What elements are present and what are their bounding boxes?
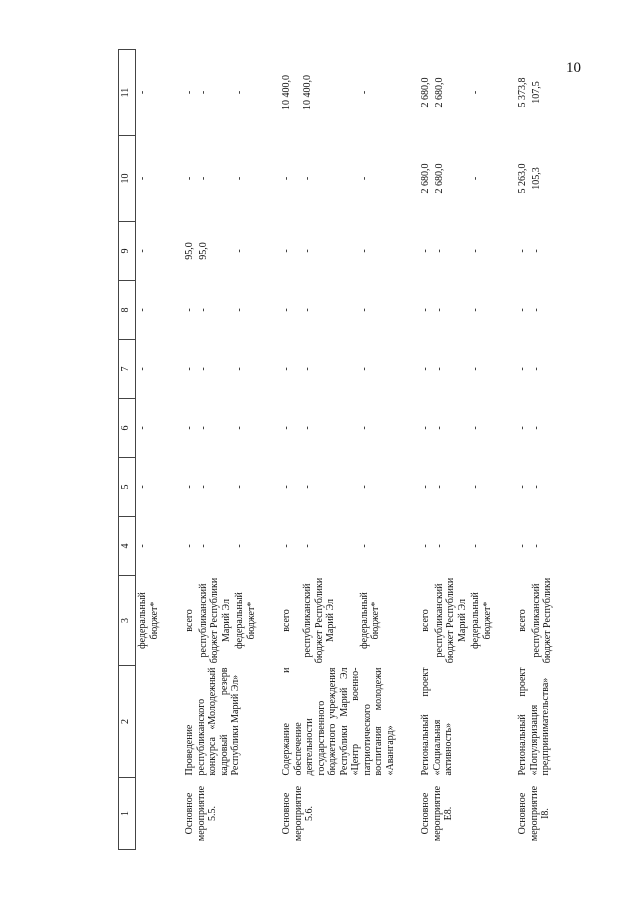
amount-cell: - (517, 544, 528, 548)
amount-cell: - (420, 485, 431, 489)
funding-source: федеральный бюджет* (358, 592, 382, 649)
amount-cell: - (517, 367, 528, 371)
activity-code: Основное мероприятие I8. (517, 785, 551, 842)
amount-cell: - (184, 426, 195, 430)
funding-source: республиканский бюджет Республики Марий Эл (302, 577, 337, 664)
amount-cell: - (197, 90, 209, 95)
amount-cell: - (470, 485, 481, 489)
amount-cell: 10 400,0 (281, 75, 292, 110)
column-number: 4 (119, 517, 136, 576)
funding-source: федеральный бюджет* (137, 592, 160, 649)
activity-description: Региональный проект «Социальная активность» (420, 667, 454, 776)
table-body (136, 50, 577, 850)
amount-cell: 2 680,0 (433, 77, 445, 108)
funding-source: республиканский бюджет Республики (530, 577, 553, 664)
amount-cell: 2 680,0 (420, 77, 431, 108)
table-row (280, 50, 301, 850)
amount-cell: - (281, 426, 292, 430)
amount-cell: - (184, 308, 195, 312)
amount-cell: - (470, 544, 481, 548)
column-number: 8 (119, 281, 136, 340)
amount-cell: - (530, 485, 542, 489)
table-row (419, 50, 433, 850)
amount-cell: - (137, 308, 148, 312)
amount-cell: - (197, 485, 209, 489)
column-number: 11 (119, 50, 136, 136)
amount-cell: - (433, 426, 445, 430)
table-row (183, 50, 197, 850)
column-number: 9 (119, 222, 136, 281)
amount-cell: - (281, 367, 292, 371)
amount-cell: - (517, 426, 528, 430)
amount-cell: 2 680,0 (420, 163, 431, 194)
amount-cell: - (420, 544, 431, 548)
spacer-cell (258, 50, 280, 850)
amount-cell: - (517, 485, 528, 489)
column-number: 2 (119, 666, 136, 778)
amount-cell: - (470, 367, 481, 371)
amount-cell: - (197, 367, 209, 371)
amount-cell: 5 263,0 (517, 163, 528, 194)
amount-cell: - (470, 308, 481, 312)
row-spacer (397, 50, 419, 850)
amount-cell: - (433, 249, 445, 253)
amount-cell: - (184, 90, 195, 95)
amount-cell: - (137, 544, 148, 548)
amount-cell: 105,3 (530, 167, 542, 190)
amount-cell: - (470, 249, 481, 253)
activity-code: Основное мероприятие 5.6. (281, 785, 315, 842)
column-number: 6 (119, 399, 136, 458)
column-number: 1 (119, 778, 136, 850)
page-number: 10 (566, 60, 581, 76)
amount-cell: - (470, 176, 481, 181)
activity-code: Основное мероприятие 5.5. (184, 785, 218, 842)
amount-cell: - (281, 249, 292, 253)
amount-cell: - (184, 544, 195, 548)
amount-cell: - (137, 176, 148, 181)
activity-description: Региональный проект «Популяризация предпринимательства» (517, 667, 551, 776)
amount-cell: - (517, 308, 528, 312)
amount-cell: - (302, 176, 314, 181)
amount-cell: 2 680,0 (433, 163, 445, 194)
amount-cell: - (302, 544, 314, 548)
amount-cell: - (234, 176, 245, 181)
amount-cell: - (197, 308, 209, 312)
amount-cell: - (184, 176, 195, 181)
amount-cell: - (530, 249, 542, 253)
amount-cell: - (358, 308, 370, 312)
amount-cell: 5 373,8 (517, 77, 528, 108)
amount-cell: - (433, 367, 445, 371)
budget-table (118, 49, 577, 850)
row-spacer (258, 50, 280, 850)
row-spacer (161, 50, 183, 850)
amount-cell: - (358, 544, 370, 548)
amount-cell: - (302, 367, 314, 371)
spacer-cell (555, 50, 577, 850)
amount-cell: - (137, 367, 148, 371)
funding-source: республиканский бюджет Республики Марий Эл (197, 577, 232, 664)
amount-cell: - (184, 485, 195, 489)
amount-cell: - (281, 176, 292, 181)
amount-cell: - (420, 249, 431, 253)
funding-source: всего (517, 609, 528, 632)
amount-cell: - (137, 90, 148, 95)
amount-cell: - (358, 485, 370, 489)
amount-cell: - (433, 544, 445, 548)
amount-cell: - (358, 367, 370, 371)
amount-cell: - (470, 426, 481, 430)
amount-cell: - (530, 308, 542, 312)
funding-source: всего (184, 609, 195, 632)
column-number: 7 (119, 340, 136, 399)
amount-cell: - (358, 426, 370, 430)
amount-cell: - (302, 249, 314, 253)
column-number: 5 (119, 458, 136, 517)
amount-cell: - (184, 367, 195, 371)
amount-cell: - (302, 485, 314, 489)
activity-description (136, 666, 162, 778)
amount-cell: - (420, 367, 431, 371)
amount-cell: - (281, 544, 292, 548)
amount-cell: - (358, 249, 370, 253)
amount-cell: - (530, 367, 542, 371)
amount-cell: - (137, 485, 148, 489)
amount-cell: - (234, 426, 245, 430)
amount-cell: 95,0 (197, 242, 209, 260)
amount-cell: - (197, 544, 209, 548)
column-numbers-row (119, 50, 136, 850)
amount-cell: - (234, 544, 245, 548)
amount-cell: - (302, 426, 314, 430)
funding-source: федеральный бюджет* (234, 592, 257, 649)
amount-cell: - (281, 485, 292, 489)
column-number: 10 (119, 136, 136, 222)
row-spacer (494, 50, 516, 850)
spacer-cell (494, 50, 516, 850)
amount-cell: - (197, 176, 209, 181)
spacer-cell (161, 50, 183, 850)
budget-table-rotated (118, 50, 618, 850)
activity-code (136, 778, 162, 850)
spacer-cell (397, 50, 419, 850)
amount-cell: - (420, 308, 431, 312)
amount-cell: - (234, 90, 245, 95)
column-number: 3 (119, 576, 136, 666)
amount-cell: - (234, 308, 245, 312)
amount-cell: - (234, 249, 245, 253)
amount-cell: - (530, 426, 542, 430)
amount-cell: - (517, 249, 528, 253)
funding-source: всего (420, 609, 431, 632)
amount-cell: - (302, 308, 314, 312)
activity-description: Проведение республиканского конкурса «Молодежный кадровый резерв Республики Марий Эл» (184, 667, 241, 776)
funding-source: республиканский бюджет Республики Марий Эл (433, 577, 468, 664)
amount-cell: - (281, 308, 292, 312)
amount-cell: 10 400,0 (302, 75, 314, 110)
amount-cell: - (358, 176, 370, 181)
row-spacer (555, 50, 577, 850)
amount-cell: - (470, 90, 481, 95)
amount-cell: - (137, 426, 148, 430)
activity-code: Основное мероприятие Е8. (420, 785, 454, 842)
amount-cell: - (234, 367, 245, 371)
activity-description: Содержание и обеспечение деятельности государственного бюджетного учреждения Республики Марий Эл «Центр военно-патриотического воспитания молодежи «Авангард» (281, 667, 396, 776)
amount-cell: - (358, 90, 370, 95)
amount-cell: - (433, 485, 445, 489)
amount-cell: - (420, 426, 431, 430)
table-row (136, 50, 162, 850)
amount-cell: - (433, 308, 445, 312)
amount-cell: - (530, 544, 542, 548)
amount-cell: 95,0 (184, 242, 195, 260)
amount-cell: - (234, 485, 245, 489)
amount-cell: - (197, 426, 209, 430)
table-row (516, 50, 530, 850)
amount-cell: - (137, 249, 148, 253)
funding-source: федеральный бюджет* (470, 592, 493, 649)
amount-cell: 107,5 (530, 81, 542, 104)
funding-source: всего (281, 609, 292, 632)
